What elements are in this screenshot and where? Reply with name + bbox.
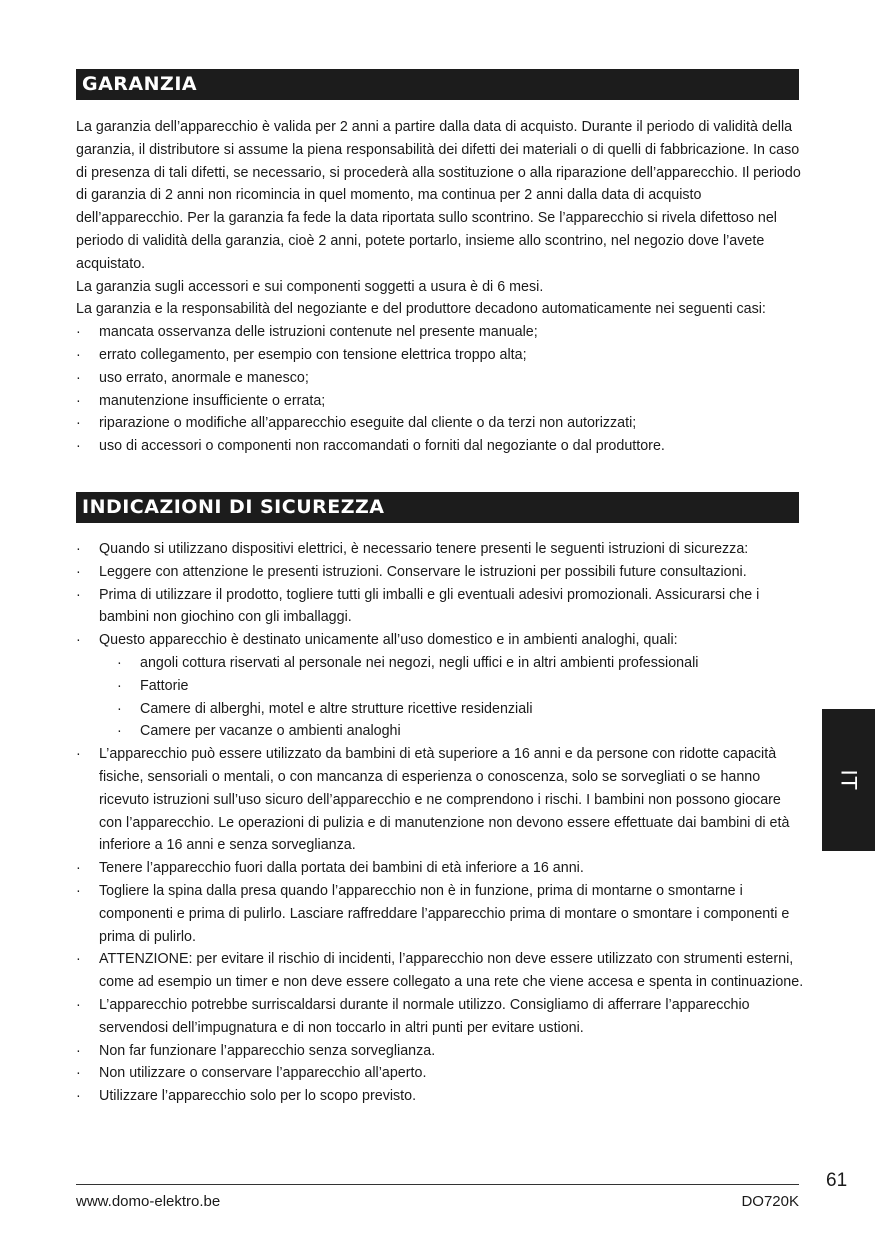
list-item bbox=[76, 1062, 806, 1085]
list-item bbox=[76, 538, 806, 561]
list-item-text: riparazione o modifiche all’apparecchio eseguite dal cliente o da terzi non autorizzati; bbox=[99, 415, 637, 432]
bullet-icon: · bbox=[117, 723, 122, 740]
paragraph: La garanzia dell’apparecchio è valida per 2 anni a partire dalla data di acquisto. Durante il periodo di validità della garanzia, il distributore si assume la piena responsabilità dei difetti dei materiali o di quelli di fabbricazione. In caso di presenza di tali difetti, se necessario, si procederà alla sostituzione o alla riparazione dell’apparecchio. Il periodo di garanzia di 2 anni non ricomincia in quel momento, ma continua per 2 anni dalla data di acquisto dell’apparecchio. Per la garanzia fa fede la data riportata sullo scontrino. Se l’apparecchio si rivela difettoso nel periodo di validità della garanzia, cioè 2 anni, potete portarlo, insieme allo scontrino, nel negozio dove l’avete acquistato. bbox=[76, 119, 801, 272]
sub-list-item bbox=[117, 720, 806, 743]
list-item-text: L’apparecchio può essere utilizzato da bambini di età superiore a 16 anni e da persone con ridotte capacità fisiche, sensoriali o mentali, o con mancanza di esperienza o conoscenza, solo se sorvegliati o se hanno ricevuto istruzioni sull’uso sicuro dell’apparecchio e ne comprendono i rischi. I bambini non possono giocare con l’apparecchio. Le operazioni di pulizia e di manutenzione non devono essere effettuate dai bambini di età inferiore a 16 anni e senza sorveglianza. bbox=[99, 746, 790, 854]
language-tab-label: IT bbox=[836, 769, 861, 791]
list-item bbox=[76, 435, 806, 458]
bullet-icon: · bbox=[76, 1088, 81, 1105]
bullet-icon: · bbox=[76, 882, 81, 899]
bullet-icon: · bbox=[76, 746, 81, 763]
list-item-text: Tenere l’apparecchio fuori dalla portata dei bambini di età inferiore a 16 anni. bbox=[99, 860, 584, 877]
list-item-text: angoli cottura riservati al personale nei negozi, negli uffici e in altri ambienti professionali bbox=[140, 654, 699, 671]
list-item bbox=[76, 344, 806, 367]
sicurezza-body bbox=[76, 538, 806, 1108]
list-item bbox=[76, 629, 806, 743]
garanzia-body bbox=[76, 116, 806, 458]
list-item-text: Fattorie bbox=[140, 677, 189, 694]
bullet-icon: · bbox=[117, 700, 122, 717]
list-item bbox=[76, 857, 806, 880]
list-item bbox=[76, 880, 806, 948]
bullet-icon: · bbox=[76, 996, 81, 1013]
list-item-text: uso di accessori o componenti non raccomandati o forniti dal negoziante o dal produttore. bbox=[99, 438, 665, 455]
bullet-icon: · bbox=[76, 1042, 81, 1059]
footer-divider bbox=[76, 1184, 799, 1185]
list-item-text: ATTENZIONE: per evitare il rischio di incidenti, l’apparecchio non deve essere utilizzato con strumenti esterni, come ad esempio un timer e non deve essere collegato a una rete che viene accesa e spenta in continuazione. bbox=[99, 951, 804, 991]
list-item bbox=[76, 948, 806, 994]
list-item-text: L’apparecchio potrebbe surriscaldarsi durante il normale utilizzo. Consigliamo di afferrare l’apparecchio servendosi dell’impugnatura e di non toccarlo in altri punti per evitare ustioni. bbox=[99, 996, 750, 1036]
list-item-text: Leggere con attenzione le presenti istruzioni. Conservare le istruzioni per possibili future consultazioni. bbox=[99, 563, 747, 580]
list-item-text: Togliere la spina dalla presa quando l’apparecchio non è in funzione, prima di montarne o smontarne i componenti e prima di pulirlo. Lasciare raffreddare l’apparecchio prima di montare o smontare i componenti e prima di pulirlo. bbox=[99, 882, 790, 945]
list-item-text: mancata osservanza delle istruzioni contenute nel presente manuale; bbox=[99, 324, 538, 341]
bullet-list bbox=[76, 538, 806, 1108]
list-item bbox=[76, 994, 806, 1040]
bullet-icon: · bbox=[76, 541, 81, 557]
list-item bbox=[76, 1085, 806, 1108]
bullet-icon: · bbox=[76, 563, 81, 580]
footer-url: www.domo-elektro.be bbox=[76, 1193, 221, 1210]
footer-model: DO720K bbox=[741, 1193, 799, 1210]
list-item bbox=[76, 584, 806, 630]
paragraph: La garanzia e la responsabilità del negoziante e del produttore decadono automaticamente nei seguenti casi: bbox=[76, 301, 766, 318]
list-item-text: Non far funzionare l’apparecchio senza sorveglianza. bbox=[99, 1042, 436, 1059]
bullet-icon: · bbox=[117, 654, 122, 671]
bullet-icon: · bbox=[76, 346, 81, 363]
language-tab bbox=[822, 709, 875, 851]
list-item-text: Camere per vacanze o ambienti analoghi bbox=[140, 723, 401, 740]
bullet-icon: · bbox=[76, 860, 81, 877]
section-heading-garanzia: GARANZIA bbox=[76, 69, 799, 100]
bullet-icon: · bbox=[76, 324, 81, 341]
bullet-icon: · bbox=[76, 369, 81, 386]
bullet-icon: · bbox=[76, 438, 81, 455]
list-item-text: uso errato, anormale e manesco; bbox=[99, 369, 309, 386]
page-number: 61 bbox=[826, 1170, 848, 1191]
bullet-icon: · bbox=[76, 1065, 81, 1082]
list-item bbox=[76, 743, 806, 857]
list-item-text: Camere di alberghi, motel e altre strutture ricettive residenziali bbox=[140, 700, 533, 717]
list-item-text: Non utilizzare o conservare l’apparecchio all’aperto. bbox=[99, 1065, 427, 1082]
section-heading-sicurezza: INDICAZIONI DI SICUREZZA bbox=[76, 492, 799, 523]
sub-list-item bbox=[117, 652, 806, 675]
list-item-text: manutenzione insufficiente o errata; bbox=[99, 392, 326, 409]
list-item-text: Prima di utilizzare il prodotto, togliere tutti gli imballi e gli eventuali adesivi promozionali. Assicurarsi che i bambini non giochino con gli imballaggi. bbox=[99, 586, 760, 626]
bullet-icon: · bbox=[76, 415, 81, 432]
bullet-list bbox=[76, 321, 806, 458]
list-item bbox=[76, 412, 806, 435]
list-item bbox=[76, 321, 806, 344]
list-item bbox=[76, 1040, 806, 1063]
sub-bullet-list bbox=[99, 652, 806, 743]
bullet-icon: · bbox=[76, 392, 81, 409]
bullet-icon: · bbox=[76, 632, 81, 649]
list-item-text: Quando si utilizzano dispositivi elettrici, è necessario tenere presenti le seguenti istruzioni di sicurezza: bbox=[99, 541, 749, 557]
sub-list-item bbox=[117, 675, 806, 698]
list-item bbox=[76, 561, 806, 584]
paragraph: La garanzia sugli accessori e sui componenti soggetti a usura è di 6 mesi. bbox=[76, 278, 544, 295]
list-item bbox=[76, 367, 806, 390]
list-item-text: errato collegamento, per esempio con tensione elettrica troppo alta; bbox=[99, 346, 527, 363]
bullet-icon: · bbox=[117, 677, 122, 694]
bullet-icon: · bbox=[76, 951, 81, 968]
list-item-text: Utilizzare l’apparecchio solo per lo scopo previsto. bbox=[99, 1088, 417, 1105]
list-item bbox=[76, 390, 806, 413]
list-item-text: Questo apparecchio è destinato unicamente all’uso domestico e in ambienti analoghi, quali: bbox=[99, 632, 678, 649]
sub-list-item bbox=[117, 698, 806, 721]
bullet-icon: · bbox=[76, 586, 81, 603]
